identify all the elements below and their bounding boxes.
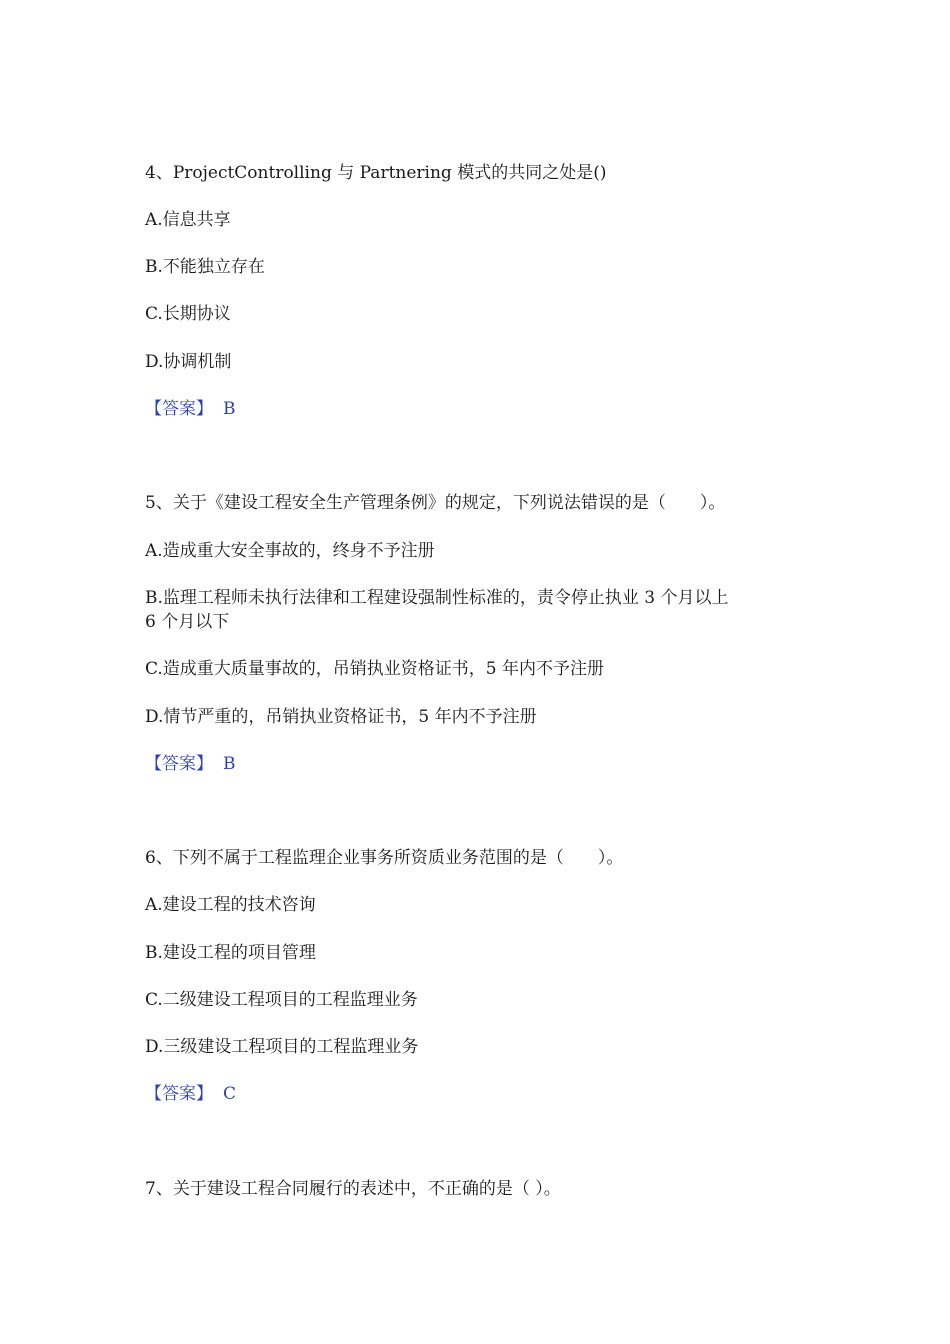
question-5-option-d: D.情节严重的，吊销执业资格证书，5 年内不予注册 [145,707,537,727]
answer-value: C [223,1084,237,1104]
question-6-option-b: B.建设工程的项目管理 [145,943,316,963]
answer-value: B [223,399,236,419]
answer-tag: 【答案】 [145,1084,213,1104]
question-7-stem: 7、关于建设工程合同履行的表述中，不正确的是（ ）。 [145,1179,561,1199]
question-6-stem: 6、下列不属于工程监理企业事务所资质业务范围的是（ ）。 [145,848,624,868]
question-4-option-a: A.信息共享 [145,210,231,230]
question-4-answer [145,398,236,421]
question-6-option-c: C.二级建设工程项目的工程监理业务 [145,990,418,1010]
question-5-option-a: A.造成重大安全事故的，终身不予注册 [145,541,435,561]
answer-tag: 【答案】 [145,754,213,774]
question-4-option-c: C.长期协议 [145,304,231,324]
question-5-option-b-continued: 6 个月以下 [145,612,230,632]
question-6-answer [145,1083,236,1106]
question-4-option-b: B.不能独立存在 [145,257,265,277]
question-5-answer [145,753,236,776]
question-5-stem: 5、关于《建设工程安全生产管理条例》的规定，下列说法错误的是（ ）。 [145,493,726,513]
question-5-option-b: B.监理工程师未执行法律和工程建设强制性标准的，责令停止执业 3 个月以上 [145,588,729,608]
answer-value: B [223,754,236,774]
question-6-option-d: D.三级建设工程项目的工程监理业务 [145,1037,419,1057]
answer-tag: 【答案】 [145,399,213,419]
question-5-option-c: C.造成重大质量事故的，吊销执业资格证书，5 年内不予注册 [145,659,605,679]
question-4-option-d: D.协调机制 [145,352,232,372]
question-4-stem: 4、ProjectControlling 与 Partnering 模式的共同之处是() [145,163,607,183]
question-6-option-a: A.建设工程的技术咨询 [145,895,316,915]
